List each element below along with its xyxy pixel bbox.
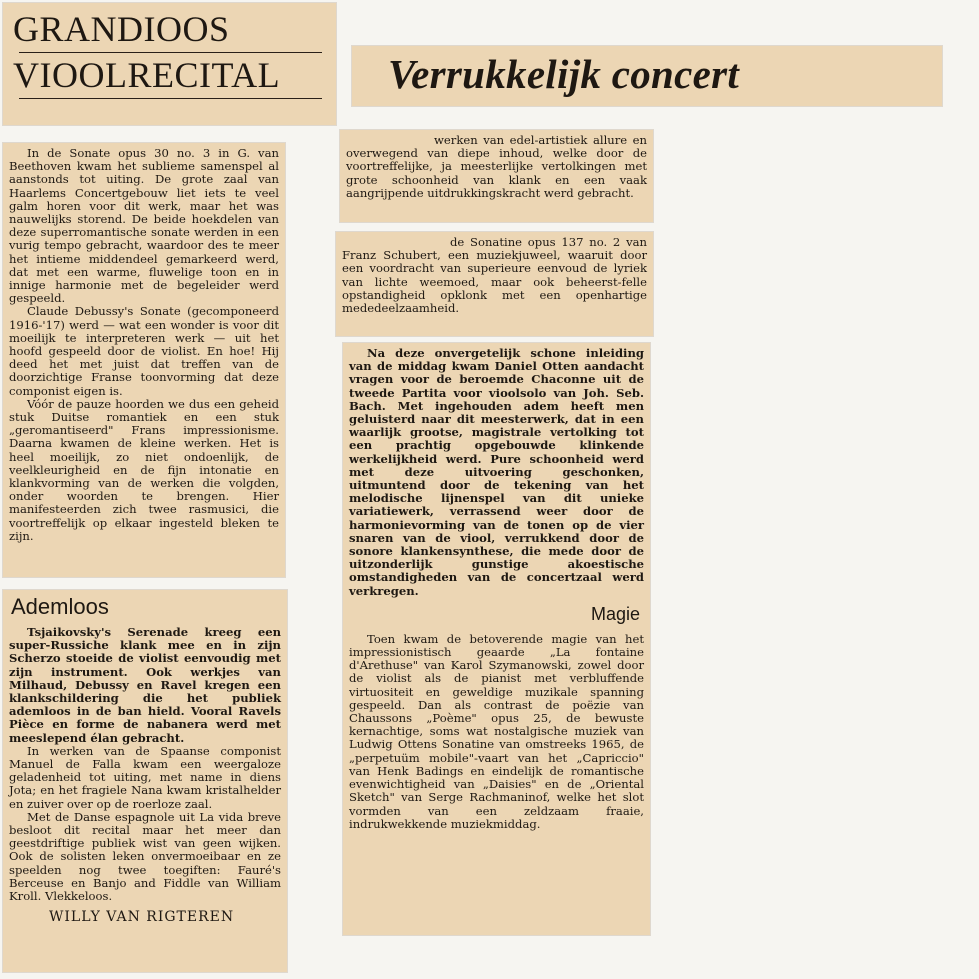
paragraph-beethoven: In de Sonate opus 30 no. 3 in G. van Beethoven kwam het sublieme samenspel al aanstonds tot uiting. De grote zaal van Haarlems Concertgebouw liet iets te veel galm horen voor dit werk, maar het was nauwelijks storend. De beide hoekdelen van deze superromantische sonate werden in een vurig tempo gebracht, waardoor des te meer het intieme middendeel gemarkeerd werd, dat met een warme, fluwelige toon en in innige harmonie met de begeleider werd gespeeld. [9, 146, 279, 306]
paragraph-magie: Toen kwam de betoverende magie van het impressionistisch geaarde „La fontaine d'Arethuse" van Karol Szymanowski, zowel door de violist als de pianist met verbluffende virtuositeit en geweldige muzikale spanning gespeeld. Dan als contrast de poëzie van Chaussons „Poème" opus 25, de bewuste kernachtige, soms wat nostalgische muziek van Ludwig Ottens Sonatine van omstreeks 1965, de „perpetuüm mobile"-vaart van het „Capriccio" van Henk Badings en eindelijk de romantische evenwichtigheid van „Daisies" en de „Oriental Sketch" van Serge Rachmaninof, welke het slot vormden van een zeldzaam fraaie, indrukwekkende muziekmiddag. [349, 631, 644, 831]
paragraph-danse-espagnole: Met de Danse espagnole uit La vida breve besloot dit recital maar het meer dan geestdriftige publiek wist van geen wijken. Ook de solisten leken onvermoeibaar en ze speelden nog twee toegiften: Fauré's Berceuse en Banjo and Fiddle van William Kroll. Vlekkeloos. [9, 809, 281, 904]
right-clipping-2 [336, 232, 653, 336]
paragraph-pauze: Vóór de pauze hoorden we dus een geheid stuk Duitse romantiek en een stuk „geromantiseerd" Frans impressionisme. Daarna kwamen de kleine werken. Het is heel moeilijk, zo niet ondoenlijk, de veelkleurigheid en de fijn intonatie en klankvorming van de werken die volgden, onder woorden te brengen. Hier manifesteerden zich twee rasmusici, die voortreffelijk op elkaar ingesteld bleken te zijn. [9, 396, 279, 543]
right-clipping-3 [343, 343, 650, 935]
paragraph-chaconne: Na deze onvergetelijk schone inleiding van de middag kwam Daniel Otten aandacht vragen voor de beroemde Chaconne uit de tweede Partita voor vioolsolo van Joh. Seb. Bach. Met ingehouden adem heeft men geluisterd naar dit meesterwerk, dat in een waarlijk grootse, magistrale vertolking tot een prachtig opgebouwde klinkende werkelijkheid werd. Pure schoonheid werd met deze uitvoering geschonken, uitmuntend door de tekening van het melodische lijnenspel van dit unieke variatiewerk, verrassend weer door de harmonievorming van de tonen op de vier snaren van de viool, verrukkend door de sonore klankensynthese, die mede door de uitzonderlijk gunstige akoestische omstandigheden van de concertzaal werd verkregen. [349, 346, 644, 598]
left-article-clipping [3, 143, 285, 577]
ademloos-clipping [3, 590, 287, 972]
subheading-ademloos: Ademloos [11, 594, 109, 619]
paragraph-edel-artistiek: werken van edel-artistiek allure en overwegend van diepe inhoud, welke door de voortreffelijke, ja meesterlijke vertolkingen met grote schoonheid van klank en een vaak aangrijpende uitdrukkingskracht werd gebracht. [346, 133, 647, 200]
left-headline-clipping [3, 3, 336, 125]
signature: WILLY VAN RIGTEREN [49, 909, 235, 926]
headline-rule [19, 98, 322, 99]
headline-line-2: VIOOLRECITAL [13, 55, 281, 95]
headline-rule [19, 52, 322, 53]
headline-line-1: GRANDIOOS [13, 9, 230, 49]
paragraph-debussy: Claude Debussy's Sonate (gecomponeerd 1916-'17) werd — wat een wonder is voor dit moeilijk te interpreteren werk — uit het hoofd gespeeld door de violist. En hoe! Hij deed het met juist dat treffen van de doorzichtige Franse toonvorming dat deze componist eigen is. [9, 304, 279, 398]
right-headline-clipping [352, 46, 942, 106]
right-clipping-1 [340, 130, 653, 222]
headline-verrukkelijk-concert: Verrukkelijk concert [388, 51, 740, 97]
subheading-magie: Magie [590, 603, 640, 624]
paragraph-schubert: de Sonatine opus 137 no. 2 van Franz Schubert, een muziekjuweel, waaruit door een voordracht van superieure eenvoud de lyriek van lichte weemoed, maar ook beheerst-felle opstandigheid opklonk met een openhartige mededeelzaamheid. [342, 235, 647, 316]
paragraph-de-falla: In werken van de Spaanse componist Manuel de Falla kwam een weergaloze geladenheid tot uiting, met name in diens Jota; en het fragiele Nana kwam kristalhelder en zuiver over op de roerloze zaal. [9, 743, 281, 811]
paragraph-tsjaikovsky: Tsjaikovsky's Serenade kreeg een super-Russiche klank mee en in zijn Scherzo stoeide de violist eenvoudig met zijn instrument. Ook werkjes van Milhaud, Debussy en Ravel kregen een klankschildering die het publiek ademloos in de ban hield. Vooral Ravels Pièce en forme de nabanera werd met meeslepend élan gebracht. [9, 625, 281, 745]
